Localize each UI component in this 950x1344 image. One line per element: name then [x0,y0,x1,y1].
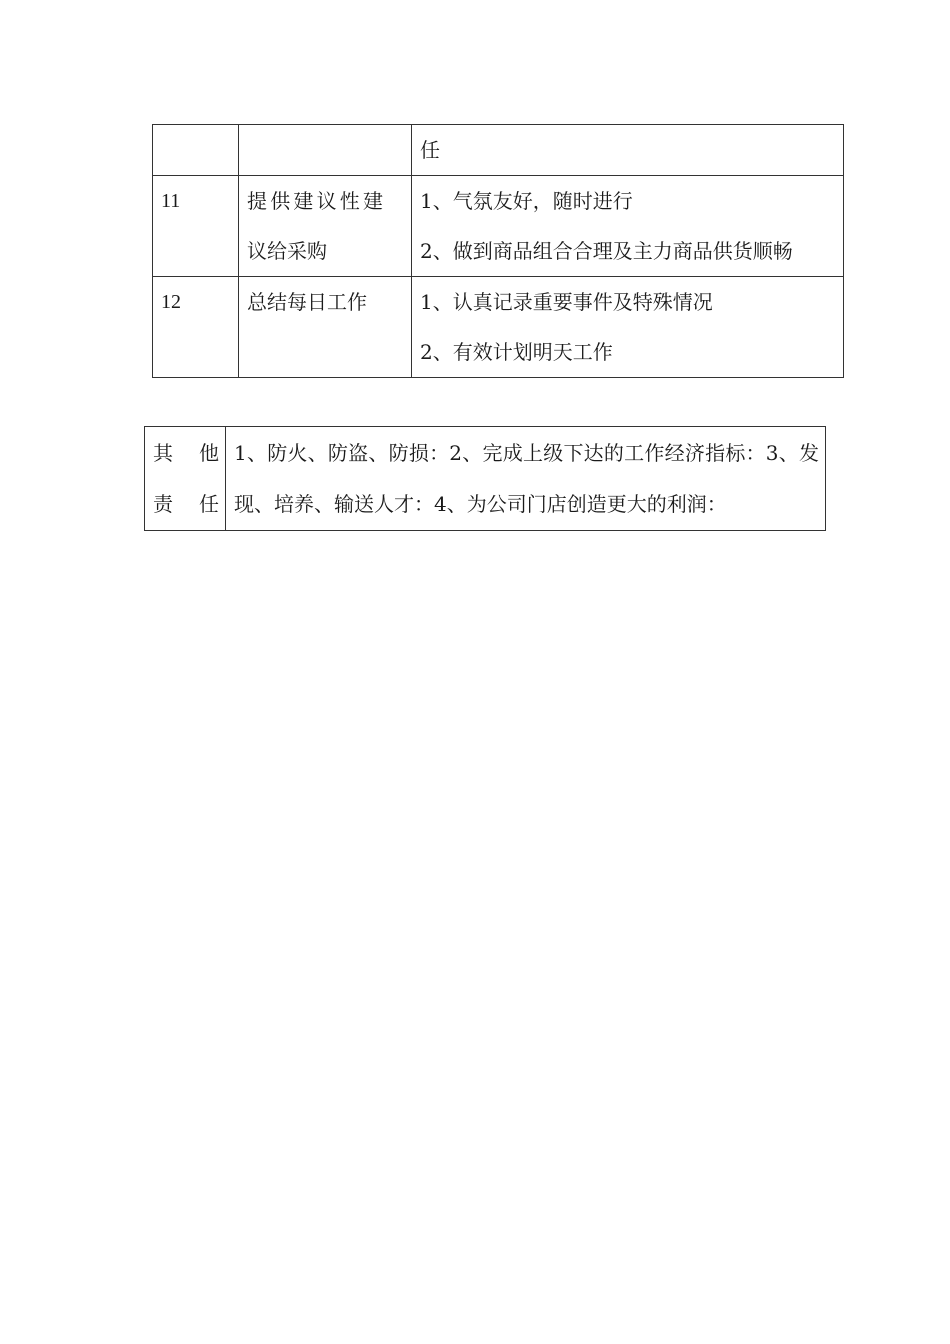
task-cell [239,176,412,277]
requirement-cell [412,176,844,277]
table-row [153,277,844,378]
table-row [153,125,844,176]
label-line: 责任 [153,492,219,516]
table-row [145,427,826,531]
label-line: 其他 [153,441,219,465]
task-line: 议给采购 [247,239,327,263]
other-responsibilities-table [144,426,826,531]
table-row [153,176,844,277]
requirement-line: 1、认真记录重要事件及特殊情况 [420,290,713,314]
task-line: 总结每日工作 [247,290,367,314]
task-line [247,327,407,377]
task-line: 提供建议性建 [247,189,387,213]
row-number-cell: 11 [153,176,239,277]
requirement-line: 2、做到商品组合合理及主力商品供货顺畅 [420,239,793,263]
requirement-line: 1、气氛友好，随时进行 [420,189,633,213]
other-responsibilities-label [145,427,226,531]
requirement-cell [412,277,844,378]
row-number-cell: 12 [153,277,239,378]
duties-table [152,124,844,378]
task-cell [239,125,412,176]
requirement-line: 2、有效计划明天工作 [420,340,613,364]
other-responsibilities-content: 1、防火、防盗、防损：2、完成上级下达的工作经济指标：3、发现、培养、输送人才：4、为公司门店创造更大的利润： [226,427,826,531]
requirement-cell: 任 [412,125,844,176]
row-number-cell [153,125,239,176]
task-cell [239,277,412,378]
